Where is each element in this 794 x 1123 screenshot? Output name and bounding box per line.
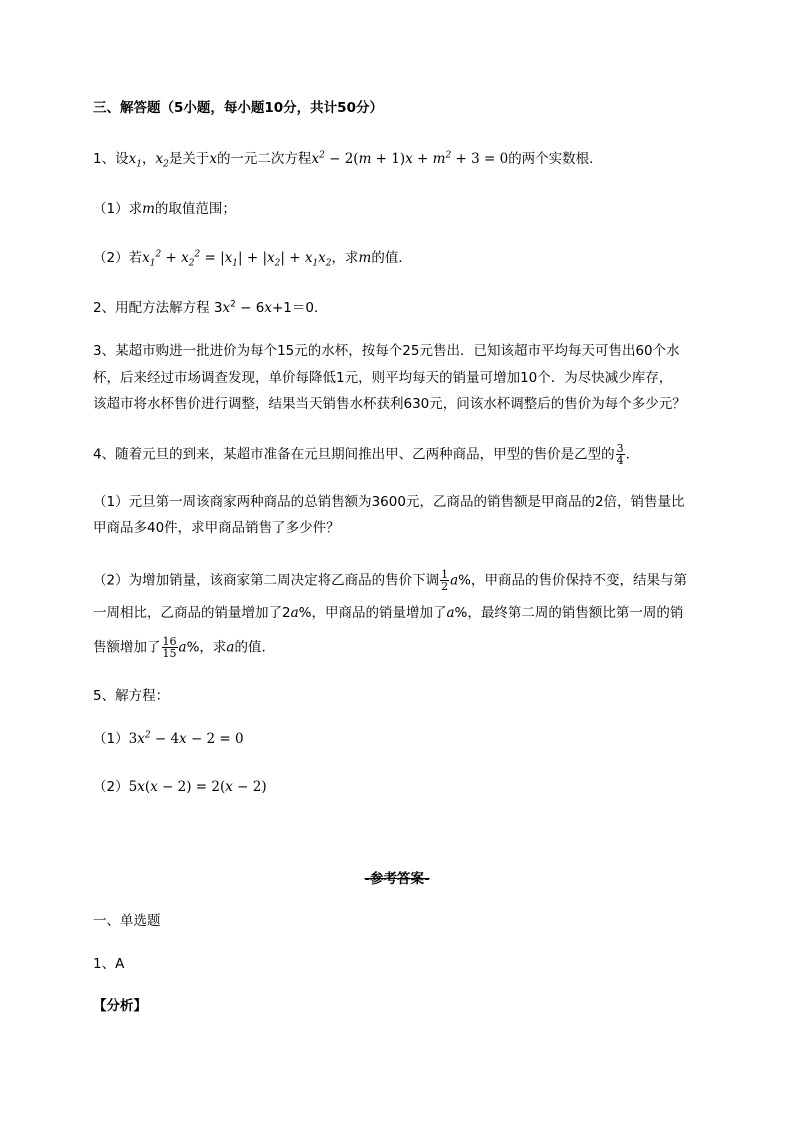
question-1-part-2: （2）若$x_1^2 + x_2^2 = |x_1| + |x_2| + x_1x_2$，求m的值． — [93, 249, 412, 269]
question-4-part-2-line-2: 一周相比，乙商品的销量增加了2a%，甲商品的销量增加了a%，最终第二周的销售额比第一周的销 — [93, 605, 684, 621]
question-4-stem: 4、随着元旦的到来，某超市准备在元旦期间推出甲、乙两种商品，甲型的售价是乙型的 $\frac{3}{4}$ ． — [93, 442, 640, 467]
question-5-part-2: （2）5x(x − 2) = 2(x − 2) — [93, 779, 267, 795]
answers-title: -参考答案- — [364, 871, 430, 887]
q1-text-d: 的一元二次方程 — [216, 151, 312, 167]
question-1-stem — [93, 149, 603, 169]
q5-p2-equation: 5x(x − 2) = 2(x − 2) — [128, 779, 267, 795]
question-4-part-1-line-1: （1）元旦第一周该商家两种商品的总销售额为3600元，乙商品的销售额是甲商品的2倍，销售量比 — [93, 494, 685, 510]
q1-text-e: 的两个实数根． — [508, 151, 603, 167]
q4-fraction-16-15: $\frac{16}{15}$ — [162, 635, 177, 660]
q1-text-b: ， — [141, 151, 156, 167]
answers-title-row — [0, 869, 794, 889]
section-title: 三、解答题（5小题，每小题10分，共计50分） — [93, 100, 383, 116]
q1-x-var: x — [209, 151, 217, 167]
q1-p2-expression: $x_1^2 + x_2^2 = |x_1| + |x_2| + x_1x_2$ — [142, 249, 332, 269]
q4-fraction-3-4: $\frac{3}{4}$ — [616, 442, 624, 467]
question-3-line-3: 该超市将水杯售价进行调整，结果当天销售水杯获利630元，问该水杯调整后的售价为每个多少元？ — [93, 396, 686, 412]
q1-x1: $x_1$ — [128, 151, 142, 170]
q1-x2: $x_2$ — [155, 151, 169, 170]
question-4-part-1-line-2: 甲商品多40件，求甲商品销售了多少件？ — [93, 520, 340, 536]
question-4-part-2-line-3: 售额增加了 $\frac{16}{15}$ a%，求a的值． — [93, 635, 275, 660]
q5-p1-equation: $3x^2 - 4x - 2 = 0$ — [128, 730, 244, 747]
answers-item-1: 1、A — [93, 956, 125, 972]
question-4-part-2-line-1: （2）为增加销量，该商家第二周决定将乙商品的售价下调 $\frac{1}{2}$ a%，甲商品的售价保持不变，结果与第 — [93, 568, 687, 593]
question-5-stem: 5、解方程： — [93, 688, 170, 704]
q1-equation: $x^2 - 2(m + 1)x + m^2 + 3 = 0$ — [311, 150, 509, 167]
question-3-line-1: 3、某超市购进一批进价为每个15元的水杯，按每个25元售出．已知该超市平均每天可售出60个水 — [93, 343, 680, 359]
answers-analysis: 【分析】 — [93, 998, 147, 1014]
question-5-part-1: $(1)3x^2 - 4x - 2 = 0$ — [93, 730, 244, 747]
answers-section: 一、单选题 — [93, 913, 161, 929]
q4-fraction-1-2: $\frac{1}{2}$ — [441, 568, 449, 593]
question-1-part-1: （1）求m的取值范围； — [93, 201, 236, 217]
q1-text-c: 是关于 — [168, 151, 210, 167]
q1-p2-m: m — [358, 250, 372, 266]
q1-p1-m: m — [142, 201, 155, 217]
q1-text-a: 1、设 — [93, 151, 129, 167]
question-3-line-2: 杯，后来经过市场调查发现，单价每降低1元，则平均每天的销量可增加10个．为尽快减少库存， — [93, 370, 673, 386]
question-2: 2、用配方法解方程 $3x^2 - 6x+1=0$． — [93, 299, 328, 316]
